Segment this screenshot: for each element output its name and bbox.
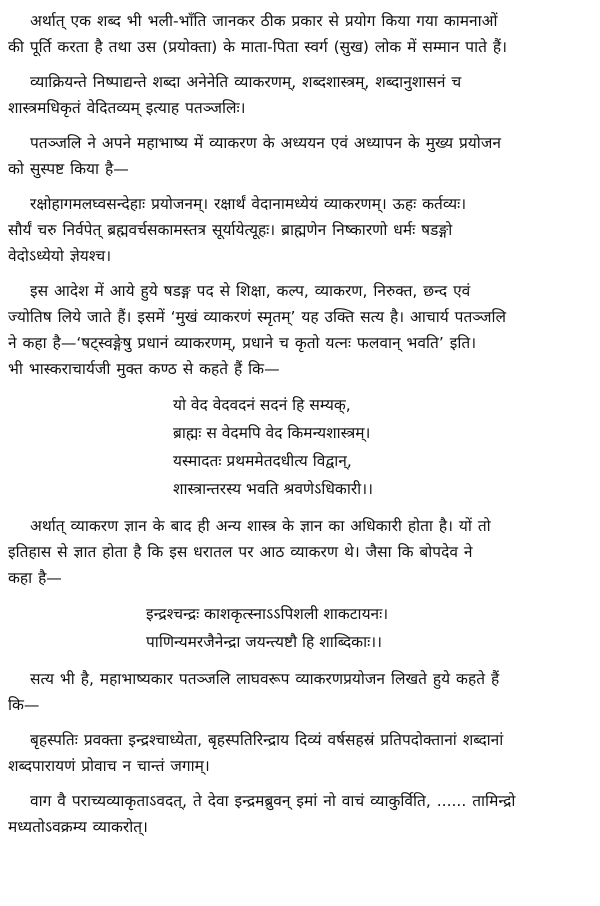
text-line: भी भास्कराचार्यजी मुक्त कण्ठ से कहते हैं कि— (8, 360, 280, 378)
verse-line: पाणिन्यमरजैनेन्द्रा जयन्त्यष्टौ हि शाब्दिकाः।। (146, 633, 382, 651)
paragraph-8 (8, 727, 590, 779)
text-line: इस आदेश में आये हुये षडङ्ग पद से शिक्षा, कल्प, व्याकरण, निरुक्त, छन्द एवं (30, 282, 471, 300)
text-line: वेदोऽध्येयो ज्ञेयश्च। (8, 247, 112, 265)
text-line: ज्योतिष लिये जाते हैं। इसमें ‘मुखं व्याकरणं स्मृतम्’ यह उक्ति सत्य है। आचार्य पतञ्जलि (8, 308, 507, 326)
text-line: अर्थात् एक शब्द भी भली-भाँति जानकर ठीक प्रकार से प्रयोग किया गया कामनाओं (30, 12, 498, 30)
paragraph-1 (8, 8, 590, 60)
text-line: इतिहास से ज्ञात होता है कि इस धरातल पर आठ व्याकरण थे। जैसा कि बोपदेव ने (8, 543, 473, 561)
verse-line: इन्द्रश्चन्द्रः काशकृत्स्नाऽऽपिशली शाकटायनः। (146, 605, 389, 623)
text-line: सत्य भी है, महाभाष्यकार पतञ्जलि लाघवरूप व्याकरणप्रयोजन लिखते हुये कहते हैं (30, 670, 500, 688)
verse-line: ब्राह्मः स वेदमपि वेद किमन्यशास्त्रम्। (173, 424, 371, 442)
text-line: की पूर्ति करता है तथा उस (प्रयोक्ता) के माता-पिता स्वर्ग (सुख) लोक में सम्मान पाते हैं। (8, 38, 507, 56)
text-line: सौर्यं चरु निर्वपेत् ब्रह्मवर्चसकामस्तत्र सूर्यायेत्यूहः। ब्राह्मणेन निष्कारणो धर्मः षडङ्गो (8, 221, 453, 239)
verse-line: यस्मादतः प्रथममेतदधीत्य विद्वान्, (173, 452, 352, 470)
verse-line: शास्त्रान्तरस्य भवति श्रवणेऽधिकारी।। (173, 480, 373, 498)
text-line: शब्दपारायणं प्रोवाच न चान्तं जगाम्। (8, 757, 210, 775)
paragraph-2 (8, 69, 590, 121)
text-line: बृहस्पतिः प्रवक्ता इन्द्रश्चाध्येता, बृहस्पतिरिन्द्राय दिव्यं वर्षसहस्रं प्रतिपदोक्तानां शब्दानां (30, 731, 504, 749)
paragraph-3 (8, 130, 590, 182)
text-line: शास्त्रमधिकृतं वेदितव्यम् इत्याह पतञ्जलिः। (8, 99, 246, 117)
text-line: ने कहा है—‘षट्स्वङ्गेषु प्रधानं व्याकरणम्, प्रधाने च कृतो यत्नः फलवान् भवति’ इति। (8, 334, 477, 352)
text-line: को सुस्पष्ट किया है— (8, 160, 129, 178)
text-line: पतञ्जलि ने अपने महाभाष्य में व्याकरण के अध्ययन एवं अध्यापन के मुख्य प्रयोजन (30, 134, 501, 152)
text-line: व्याक्रियन्ते निष्पाद्यन्ते शब्दा अनेनेति व्याकरणम्, शब्दशास्त्रम्, शब्दानुशासनं च (30, 73, 462, 91)
verse-block-2 (8, 600, 590, 656)
verse-line: यो वेद वेदवदनं सदनं हि सम्यक्, (173, 396, 351, 414)
text-line: रक्षोहागमलघ्वसन्देहाः प्रयोजनम्। रक्षार्थं वेदानामध्येयं व्याकरणम्। ऊहः कर्तव्यः। (30, 195, 467, 213)
text-line: वाग वै पराच्यव्याकृताऽवदत्, ते देवा इन्द्रमब्रुवन् इमां नो वाचं व्याकुर्विति, ...... तामिन्द्रो (30, 792, 516, 810)
verse-block-1 (8, 391, 590, 503)
text-line: अर्थात् व्याकरण ज्ञान के बाद ही अन्य शास्त्र के ज्ञान का अधिकारी होता है। यों तो (30, 517, 491, 535)
paragraph-4 (8, 191, 590, 269)
paragraph-6 (8, 513, 590, 591)
text-line: मध्यतोऽवक्रम्य व्याकरोत्। (8, 818, 148, 836)
paragraph-9 (8, 788, 590, 840)
paragraph-5 (8, 278, 590, 382)
text-line: कहा है— (8, 569, 62, 587)
paragraph-7 (8, 666, 590, 718)
text-line: कि— (8, 696, 40, 714)
